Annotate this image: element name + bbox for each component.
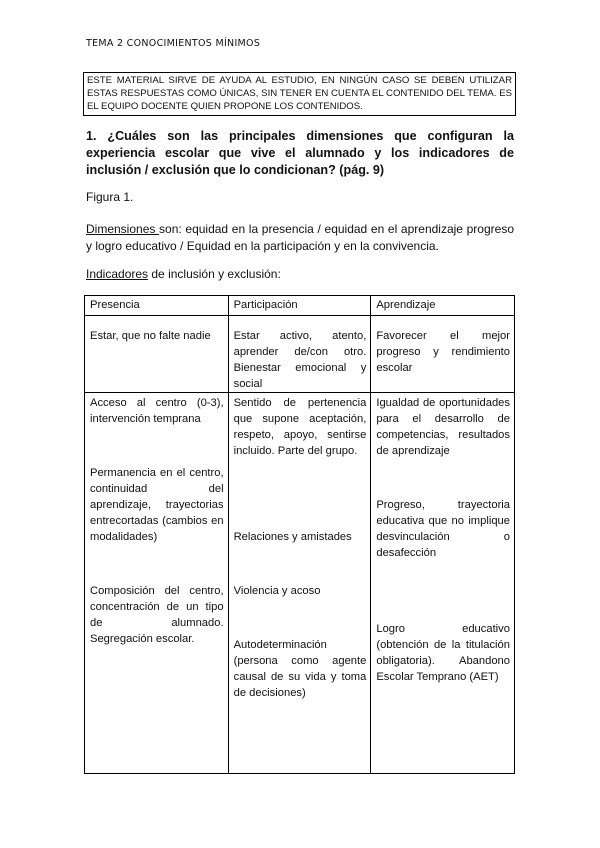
table-row <box>85 393 515 774</box>
participacion-item: Sentido de pertenencia que supone aceptación, respeto, apoyo, sentirse incluido. Parte del grupo. <box>233 397 367 457</box>
presencia-item: Permanencia en el centro, continuidad del aprendizaje, trayectorias entrecortadas (cambios en modalidades) <box>90 467 224 543</box>
presencia-item: Composición del centro, concentración de un tipo de alumnado. Segregación escolar. <box>90 585 224 645</box>
figure-label: Figura 1. <box>86 190 134 204</box>
question-heading: 1. ¿Cuáles son las principales dimensiones que configuran la experiencia escolar que vive el alumnado y los indicadores de inclusión / exclusión que lo condicionan? (pág. 9) <box>86 129 514 177</box>
table-row <box>85 316 515 393</box>
header-participacion: Participación <box>228 296 371 316</box>
table-header-row <box>85 296 515 316</box>
cell-aprendizaje-general: Favorecer el mejor progreso y rendimiento escolar <box>371 316 515 393</box>
dimensions-label: Dimensiones <box>86 222 160 236</box>
participacion-item: Violencia y acoso <box>233 585 321 597</box>
disclaimer-box: ESTE MATERIAL SIRVE DE AYUDA AL ESTUDIO, EN NINGÚN CASO SE DEBEN UTILIZAR ESTAS RESPUESTAS COMO ÚNICAS, SIN TENER EN CUENTA EL CONTENIDO DEL TEMA. ES EL EQUIPO DOCENTE QUIEN PROPONE LOS CONTENIDOS. <box>83 72 516 116</box>
aprendizaje-item: Igualdad de oportunidades para el desarrollo de competencias, resultados de aprendizaje <box>376 397 510 457</box>
header-aprendizaje: Aprendizaje <box>371 296 515 316</box>
presencia-item: Acceso al centro (0-3), intervención temprana <box>90 397 224 425</box>
dimensions-text: son: equidad en la presencia / equidad en el aprendizaje progreso y logro educativo / Equidad en la participación y en la convivencia. <box>86 222 514 253</box>
indicators-paragraph <box>86 267 281 281</box>
page-header: TEMA 2 CONOCIMIENTOS MÍNIMOS <box>86 38 261 49</box>
indicators-text: de inclusión y exclusión: <box>148 267 281 281</box>
cell-participacion-general: Estar activo, atento, aprender de/con otro. Bienestar emocional y social <box>228 316 371 393</box>
cell-participacion-indicators <box>228 393 371 774</box>
participacion-item: Relaciones y amistades <box>233 531 352 543</box>
header-presencia: Presencia <box>85 296 229 316</box>
cell-aprendizaje-indicators <box>371 393 515 774</box>
dimensions-paragraph <box>86 221 514 254</box>
indicators-table <box>84 295 515 774</box>
cell-presencia-indicators <box>85 393 229 774</box>
aprendizaje-item: Logro educativo (obtención de la titulación obligatoria). Abandono Escolar Temprano (AET) <box>376 623 510 683</box>
aprendizaje-item: Progreso, trayectoria educativa que no implique desvinculación o desafección <box>376 499 510 559</box>
participacion-item: Autodeterminación (persona como agente causal de su vida y toma de decisiones) <box>233 639 367 699</box>
cell-presencia-general: Estar, que no falte nadie <box>85 316 229 393</box>
indicators-label: Indicadores <box>86 267 149 281</box>
